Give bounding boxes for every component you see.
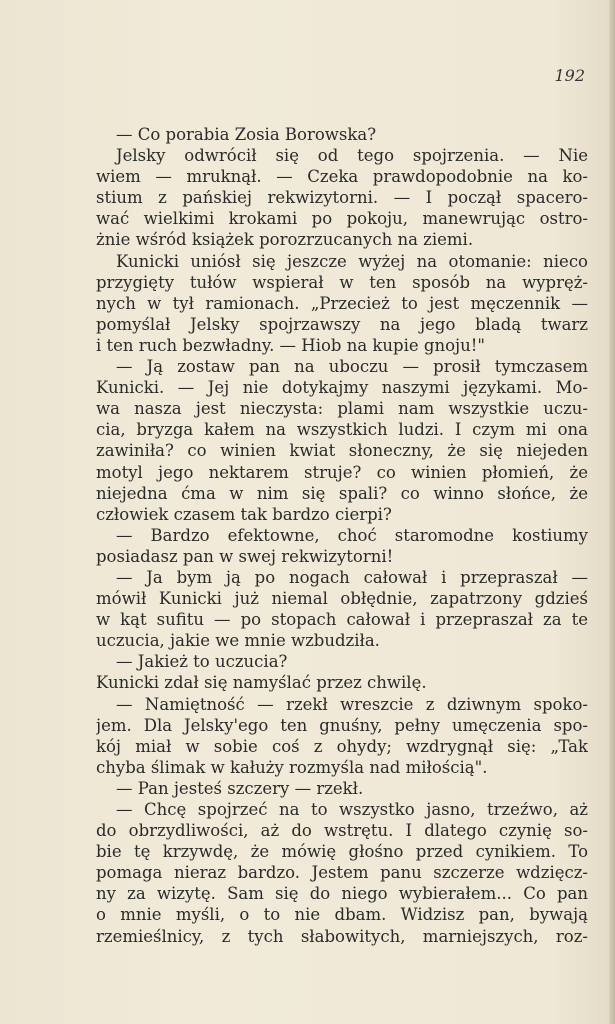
text-line: żnie wśród książek porozrzucanych na ziemi.	[96, 230, 474, 250]
text-line: przygięty tułów wspierał w ten sposób na wypręż-	[96, 272, 588, 292]
text-line: — Jakież to uczucia?	[116, 652, 288, 672]
text-line: cia, bryzga kałem na wszystkich ludzi. I czym mi ona	[96, 420, 588, 440]
text-line: niejedna ćma w nim się spali? co winno słońce, że	[96, 483, 588, 503]
text-line: stium z pańskiej rekwizytorni. — I począł spacero-	[96, 188, 588, 208]
text-line: pomaga nieraz bardzo. Jestem panu szczerze wdzięcz-	[96, 863, 588, 883]
text-line: Kunicki uniósł się jeszcze wyżej na otomanie: nieco	[116, 251, 588, 271]
text-line: uczucia, jakie we mnie wzbudziła.	[96, 631, 380, 651]
page-number: 192	[554, 66, 585, 85]
text-line: bie tę krzywdę, że mówię głośno przed cynikiem. To	[96, 842, 588, 862]
text-line: — Pan jesteś szczery — rzekł.	[116, 778, 364, 798]
text-line: — Ja bym ją po nogach całował i przepraszał —	[116, 567, 588, 587]
text-line: Jelsky odwrócił się od tego spojrzenia. — Nie	[116, 146, 588, 166]
page-edge	[609, 0, 615, 1024]
text-line: — Co porabia Zosia Borowska?	[116, 125, 377, 144]
text-line: Kunicki. — Jej nie dotykajmy naszymi językami. Mo-	[96, 378, 588, 398]
text-line: — Ją zostaw pan na uboczu — prosił tymczasem	[116, 357, 588, 377]
text-line: mówił Kunicki już niemal obłędnie, zapatrzony gdzieś	[96, 589, 588, 609]
text-line: pomyślał Jelsky spojrzawszy na jego bladą twarz	[96, 314, 588, 334]
text-line: o mnie myśli, o to nie dbam. Widzisz pan, bywają	[96, 905, 588, 925]
body-text	[96, 124, 588, 947]
text-line: jem. Dla Jelsky'ego ten gnuśny, pełny umęczenia spo-	[96, 715, 588, 735]
text-line: posiadasz pan w swej rekwizytorni!	[96, 546, 394, 566]
text-line: chyba ślimak w kałuży rozmyśla nad miłością".	[96, 757, 488, 777]
text-line: i ten ruch bezwładny. — Hiob na kupie gnoju!"	[96, 335, 485, 355]
text-line: — Chcę spojrzeć na to wszystko jasno, trzeźwo, aż	[116, 800, 588, 819]
text-line: — Namiętność — rzekł wreszcie z dziwnym spoko-	[116, 694, 588, 714]
text-line: wa nasza jest nieczysta: plami nam wszystkie uczu-	[96, 399, 588, 419]
text-line: nych w tył ramionach. „Przecież to jest męczennik —	[96, 293, 588, 313]
text-line: Kunicki zdał się namyślać przez chwilę.	[96, 673, 427, 693]
text-line: motyl jego nektarem struje? co winien płomień, że	[96, 462, 588, 482]
text-line: rzemieślnicy, z tych słabowitych, marniejszych, roz-	[96, 926, 588, 946]
text-line: wać wielkimi krokami po pokoju, manewrując ostro-	[96, 209, 588, 229]
text-line: — Bardzo efektowne, choć staromodne kostiumy	[116, 525, 588, 545]
text-line: zawiniła? co winien kwiat słoneczny, że się niejeden	[96, 441, 588, 461]
text-line: kój miał w sobie coś z ohydy; wzdrygnął się: „Tak	[96, 736, 588, 756]
text-line: ny za wizytę. Sam się do niego wybierałem... Co pan	[96, 884, 588, 904]
text-line: w kąt sufitu — po stopach całował i przepraszał za te	[96, 610, 588, 630]
text-line: wiem — mruknął. — Czeka prawdopodobnie na ko-	[96, 167, 588, 187]
text-line: do obrzydliwości, aż do wstrętu. I dlatego czynię so-	[96, 821, 588, 841]
text-line: człowiek czasem tak bardzo cierpi?	[96, 504, 392, 524]
